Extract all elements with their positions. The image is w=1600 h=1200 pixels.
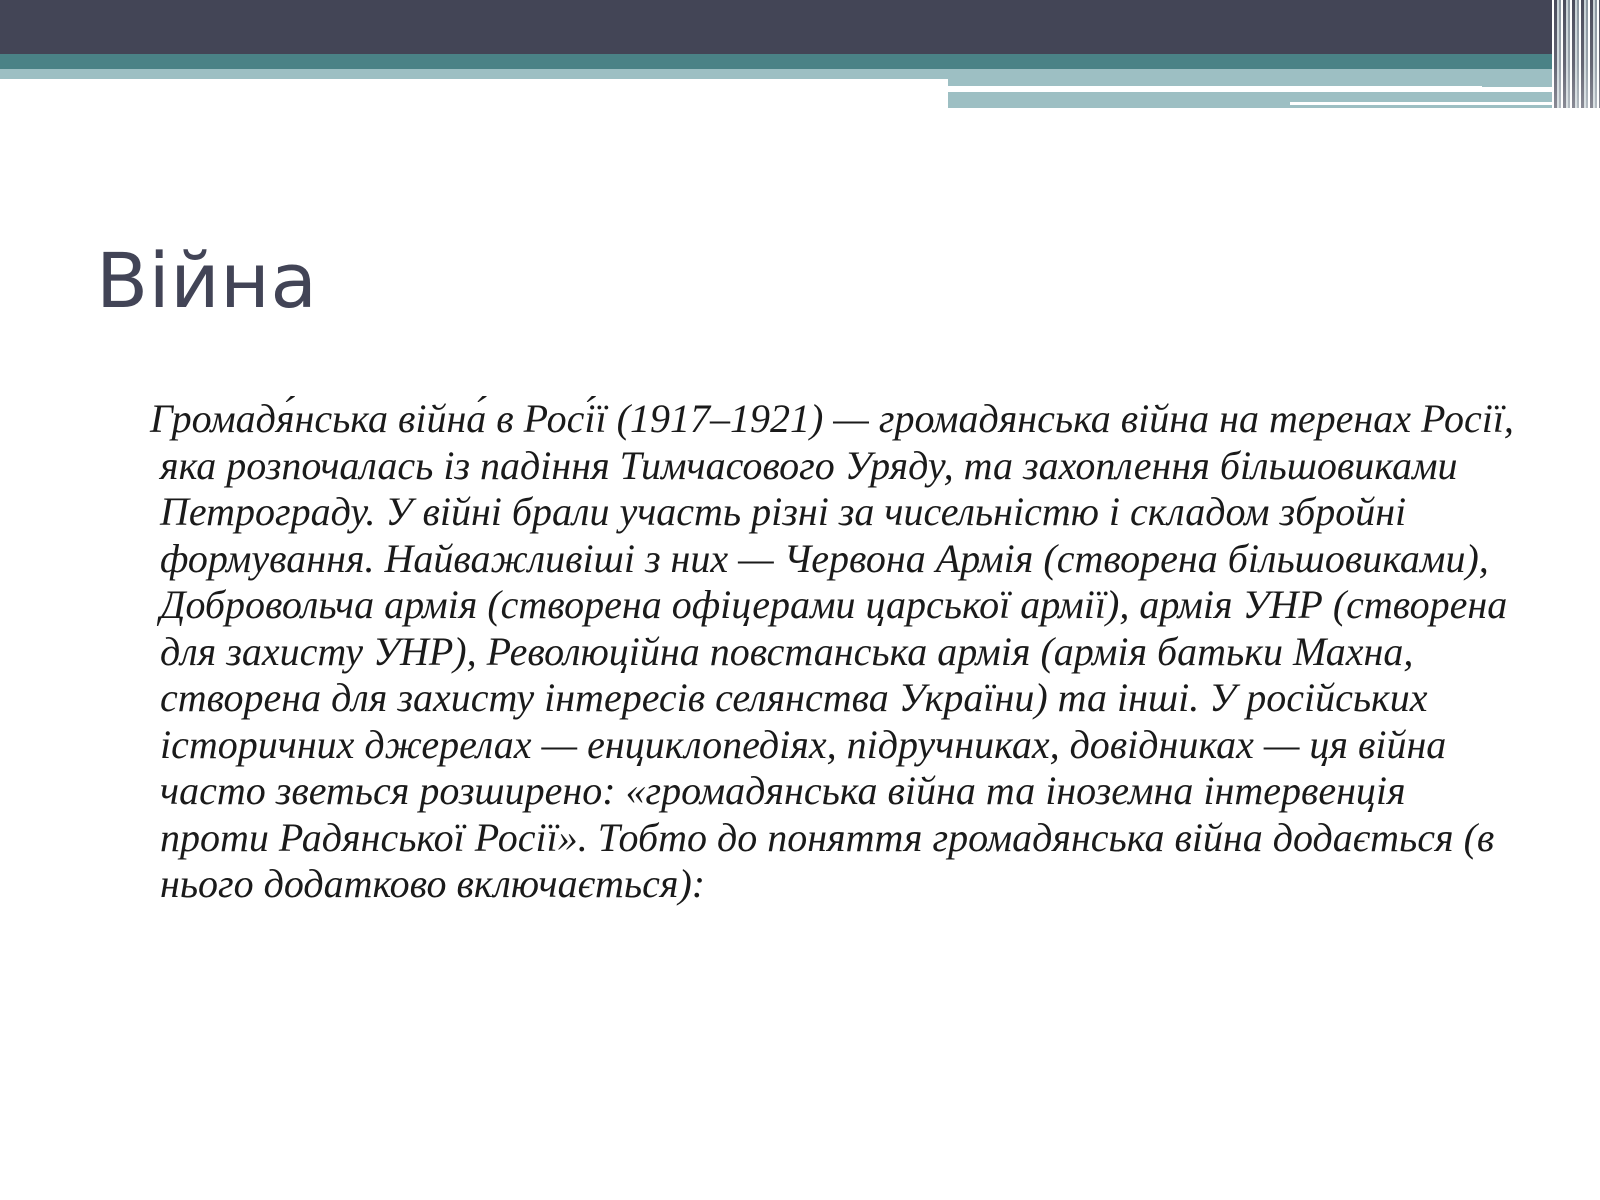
header-bar-light-right	[948, 69, 1600, 87]
slide-title: Війна	[96, 236, 318, 325]
header-divider-line	[948, 86, 1482, 90]
header-bar-light-right-lower	[948, 92, 1566, 108]
header-bar-dark	[0, 0, 1600, 54]
slide-body-text: Громадя́нська війна́ в Росі́ї (1917–1921) — громадянська війна на теренах Росії, яка розпочалась із падіння Тимчасового Уряду, та захоплення більшовиками Петрограду. У війні брали участь різні за чисельністю і складом збройні формування. Найважливіші з них — Червона Армія (створена більшовиками), Добровольча армія (створена офіцерами царської армії), армія УНР (створена для захисту УНР), Революційна повстанська армія (армія батьки Махна, створена для захисту інтересів селянства України) та інші. У російських історичних джерелах — енциклопедіях, підручниках, довідниках — ця війна часто зветься розширено: «громадянська війна та іноземна інтервенція проти Радянської Росії». Тобто до поняття громадянська війна додається (в нього додатково включається):	[150, 396, 1514, 906]
header-divider-line-lower	[1290, 102, 1566, 105]
header-bar-teal	[0, 54, 1600, 69]
header-bar-light-left	[0, 69, 948, 79]
header-stripes-fade	[1552, 0, 1600, 108]
